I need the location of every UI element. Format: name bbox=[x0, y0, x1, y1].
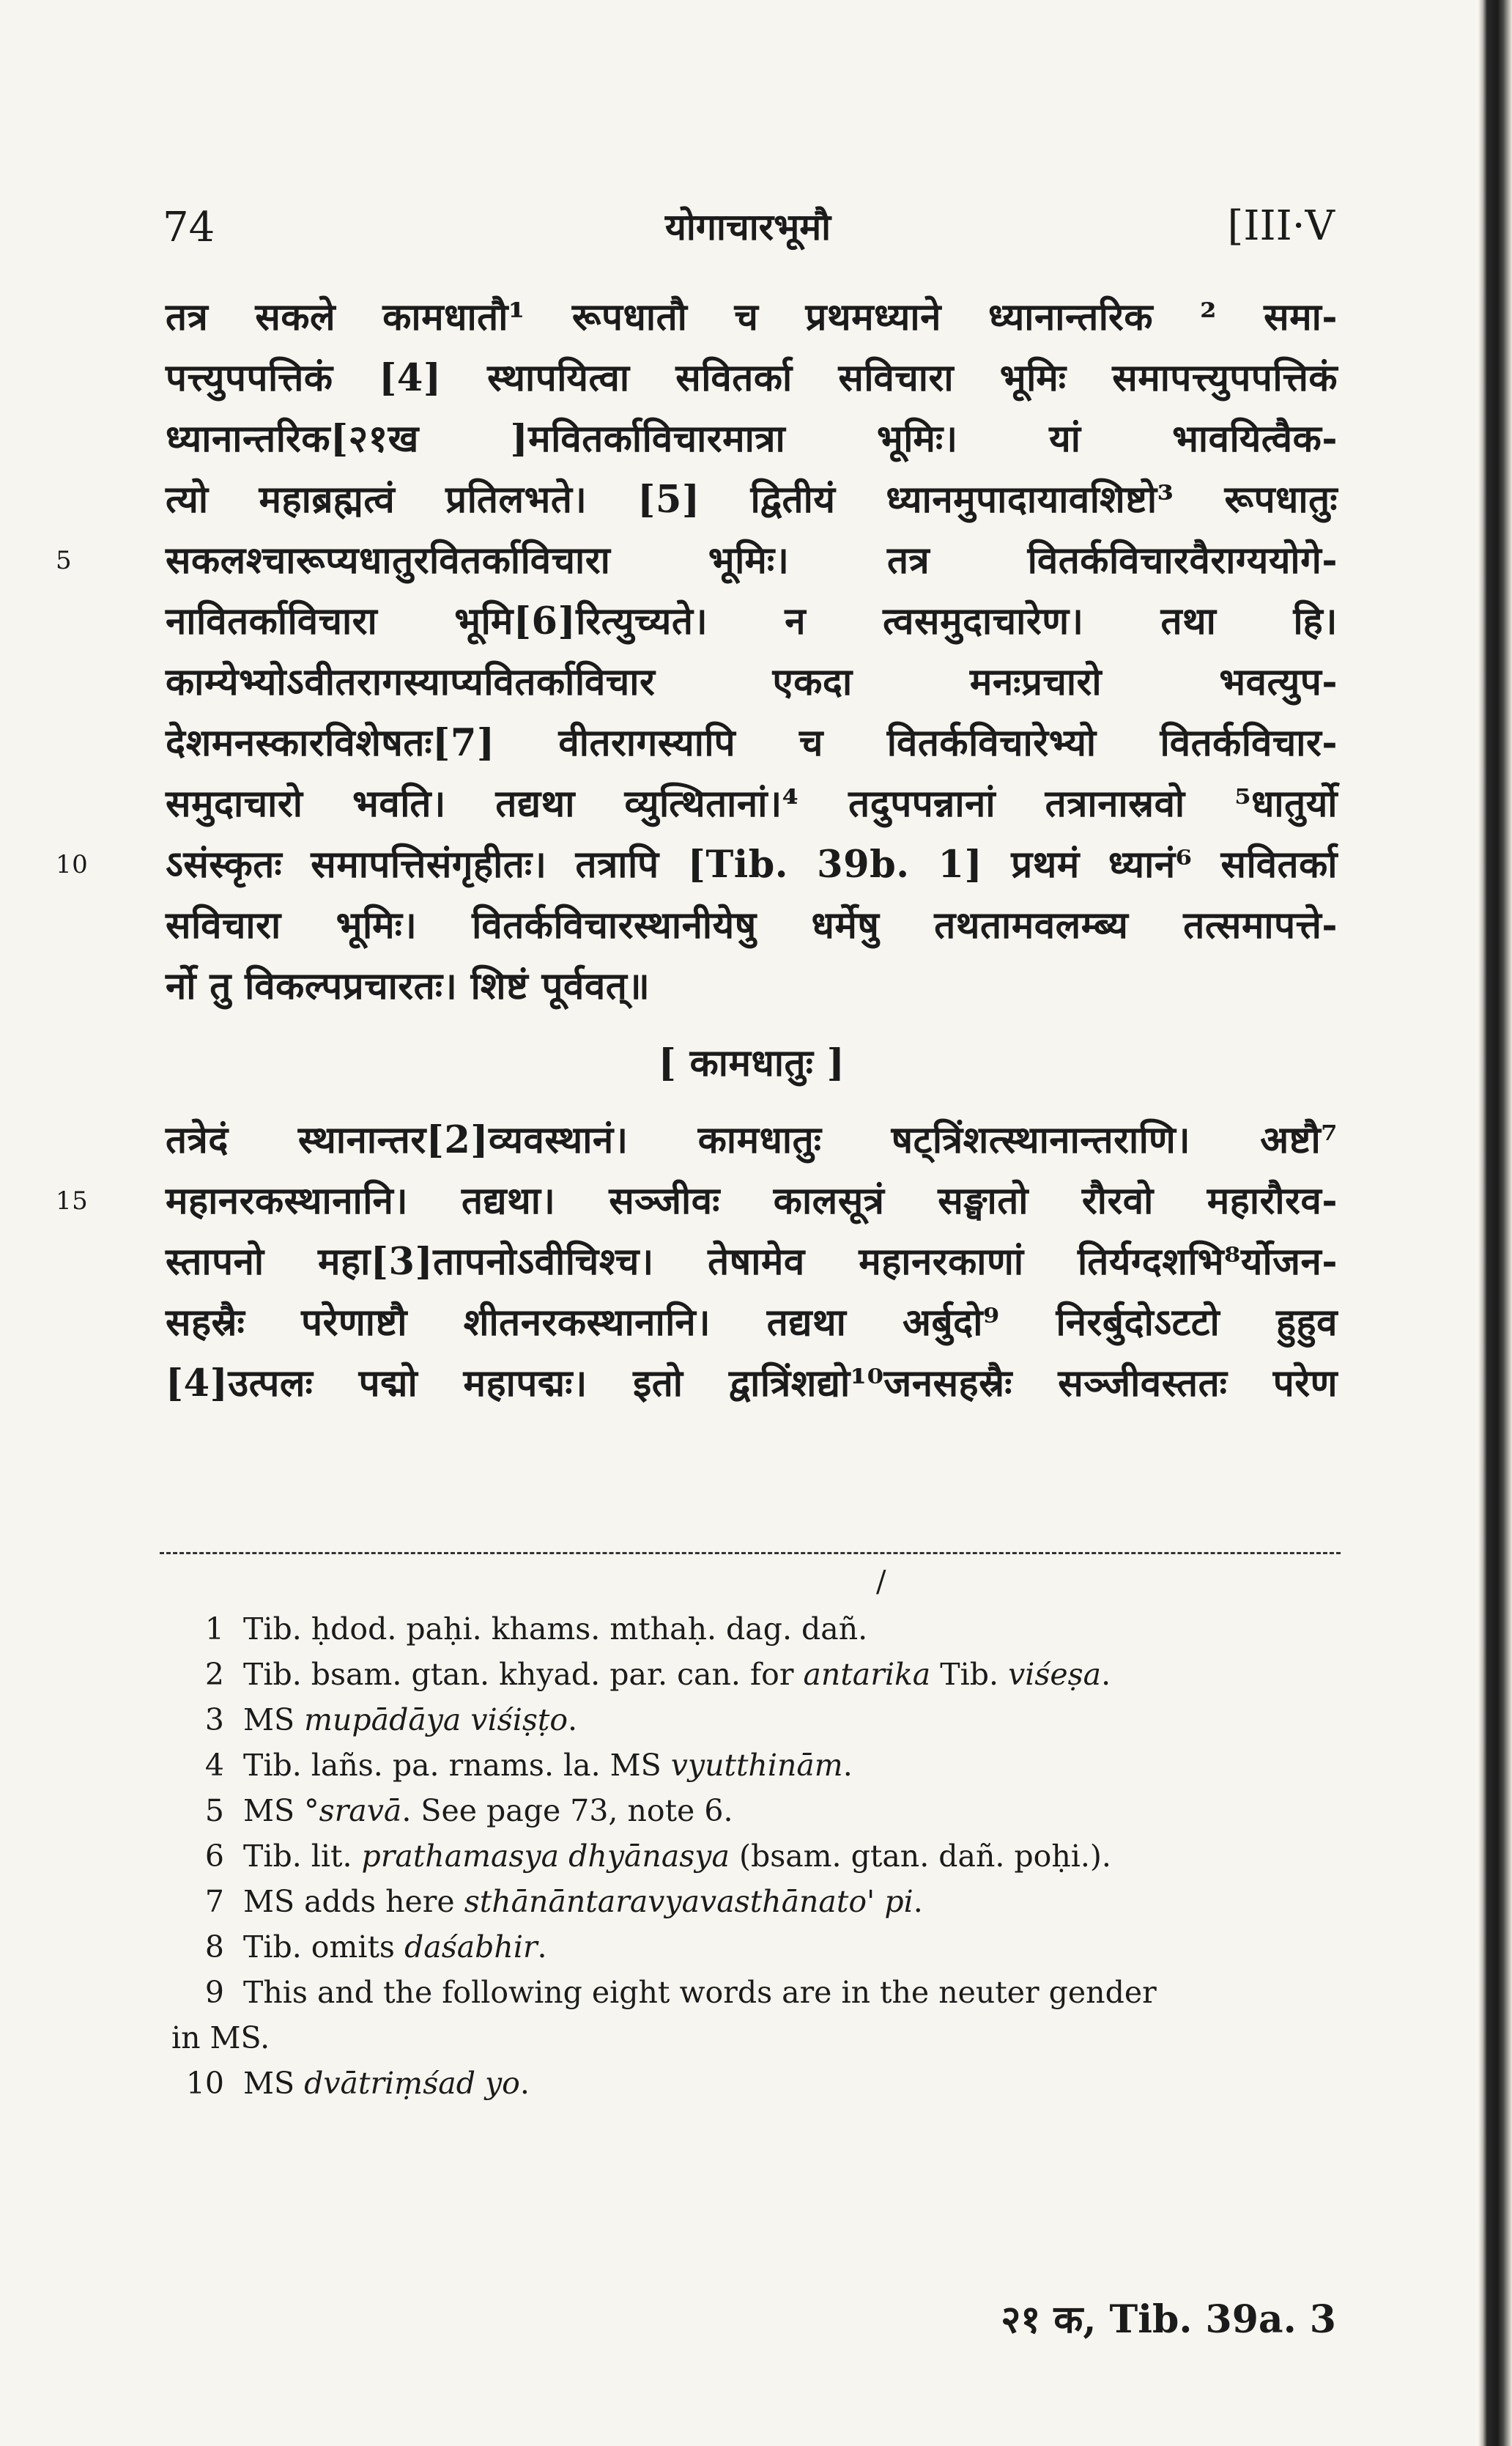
text-line: पत्त्युपपत्तिकं [4] स्थापयित्वा सवितर्का सविचारा भूमिः समापत्त्युपपत्तिकं bbox=[166, 356, 1338, 400]
footnote-text: Tib. lañs. pa. rnams. la. MS vyutthinām. bbox=[243, 1748, 853, 1783]
line-number: 15 bbox=[56, 1186, 89, 1216]
footnote-number: 2 bbox=[204, 1657, 224, 1692]
page-header bbox=[158, 199, 1338, 258]
footnote bbox=[173, 2061, 1345, 2106]
text-line: सहस्रैः परेणाष्टौ शीतनरकस्थानानि। तद्यथा अर्बुदो⁹ निरर्बुदोऽटटो हुहुव bbox=[166, 1301, 1338, 1345]
footnote-number: 6 bbox=[204, 1839, 224, 1874]
footnote-number: 8 bbox=[204, 1929, 224, 1965]
text-line: र्नो तु विकल्पप्रचारतः। शिष्टं पूर्ववत्॥ bbox=[166, 964, 651, 1008]
footnote bbox=[173, 1924, 1345, 1970]
footnote bbox=[173, 1743, 1345, 1788]
footnotes bbox=[173, 1606, 1345, 2106]
footnote bbox=[173, 1652, 1345, 1697]
text-line: समुदाचारो भवति। तद्यथा व्युत्थितानां।⁴ तदुपपन्नानां तत्रानास्रवो ⁵धातुर्यो bbox=[166, 782, 1338, 826]
text-line bbox=[56, 531, 1338, 591]
footnote-number: 4 bbox=[204, 1748, 224, 1783]
footnote-text: MS °sravā. See page 73, note 6. bbox=[243, 1793, 733, 1828]
footnote-text: Tib. lit. prathamasya dhyānasya (bsam. gtan. dañ. poḥi.). bbox=[243, 1839, 1111, 1874]
footnote bbox=[173, 1606, 1345, 1652]
text-line: देशमनस्कारविशेषतः[7] वीतरागस्यापि च वितर्कविचारेभ्यो वितर्कविचार- bbox=[166, 721, 1338, 765]
footnote-number: 1 bbox=[204, 1611, 224, 1647]
footnote bbox=[173, 1788, 1345, 1833]
running-title: योगाचारभूमौ bbox=[664, 205, 831, 248]
section-reference: [III·V bbox=[1227, 202, 1335, 250]
footnote bbox=[173, 1697, 1345, 1743]
text-line: तत्र सकले कामधातौ¹ रूपधातौ च प्रथमध्याने ध्यानान्तरिक ² समा- bbox=[166, 295, 1338, 339]
divider-mark: / bbox=[876, 1565, 886, 1599]
text-line: स्तापनो महा[3]तापनोऽवीचिश्च। तेषामेव महानरकाणां तिर्यग्दशभि⁸र्योजन- bbox=[166, 1240, 1338, 1284]
footnote-text: Tib. ḥdod. paḥi. khams. mthaḥ. dag. dañ. bbox=[243, 1611, 868, 1647]
footnote-text: This and the following eight words are in the neuter gender bbox=[243, 1975, 1157, 2010]
main-text bbox=[56, 287, 1338, 1414]
text-line-content: ऽसंस्कृतः समापत्तिसंगृहीतः। तत्रापि [Tib. 39b. 1] प्रथमं ध्यानं⁶ सवितर्का bbox=[166, 843, 1338, 887]
text-line bbox=[56, 1171, 1338, 1232]
text-line: ध्यानान्तरिक[२१ख ]मवितर्काविचारमात्रा भूमिः। यां भावयित्वैक- bbox=[166, 417, 1338, 461]
footnote-number: 10 bbox=[185, 2066, 224, 2101]
text-line: त्यो महाब्रह्मत्वं प्रतिलभते। [5] द्वितीयं ध्यानमुपादायावशिष्टो³ रूपधातुः bbox=[166, 478, 1338, 522]
footnote-number: 7 bbox=[204, 1884, 224, 1919]
footnote-divider bbox=[160, 1552, 1341, 1554]
footnote bbox=[173, 1833, 1345, 1879]
footnote-text: MS adds here sthānāntaravyavasthānato' pi. bbox=[243, 1884, 923, 1919]
text-line-content: सकलश्चारूप्यधातुरवितर्काविचारा भूमिः। तत्र वितर्कविचारवैराग्ययोगे- bbox=[166, 539, 1338, 583]
footnote-number: 9 bbox=[204, 1975, 224, 2010]
line-number: 5 bbox=[56, 546, 73, 575]
text-line: तत्रेदं स्थानान्तर[2]व्यवस्थानं। कामधातुः षट्त्रिंशत्स्थानान्तराणि। अष्टौ⁷ bbox=[166, 1118, 1338, 1162]
line-number: 10 bbox=[56, 850, 89, 879]
section-heading: [ कामधातुः ] bbox=[658, 1041, 845, 1085]
page-number: 74 bbox=[163, 204, 215, 251]
folio-reference: २१ क, Tib. 39a. 3 bbox=[1001, 2297, 1336, 2342]
footnote bbox=[173, 1970, 1345, 2015]
text-line bbox=[56, 835, 1338, 895]
text-line: नावितर्काविचारा भूमि[6]रित्युच्यते। न त्वसमुदाचारेण। तथा हि। bbox=[166, 599, 1338, 643]
footnote-text: MS dvātriṃśad yo. bbox=[243, 2066, 530, 2101]
footnote-text: MS mupādāya viśiṣṭo. bbox=[243, 1702, 578, 1737]
book-binding-edge bbox=[1478, 0, 1512, 2446]
text-line: काम्येभ्योऽवीतरागस्याप्यवितर्काविचार एकदा मनःप्रचारो भवत्युप- bbox=[166, 660, 1338, 704]
footnote-continuation: in MS. bbox=[171, 2020, 270, 2055]
footnote-text: Tib. omits daśabhir. bbox=[243, 1929, 547, 1965]
text-line: सविचारा भूमिः। वितर्कविचारस्थानीयेषु धर्मेषु तथतामवलम्ब्य तत्समापत्ते- bbox=[166, 904, 1338, 947]
footnote-number: 5 bbox=[204, 1793, 224, 1828]
footnote-text: Tib. bsam. gtan. khyad. par. can. for antarika Tib. viśeṣa. bbox=[243, 1657, 1111, 1692]
text-line-content: महानरकस्थानानि। तद्यथा। सञ्जीवः कालसूत्रं सङ्घातो रौरवो महारौरव- bbox=[166, 1179, 1338, 1223]
text-line: [4]उत्पलः पद्मो महापद्मः। इतो द्वात्रिंशद्यो¹⁰जनसहस्रैः सञ्जीवस्ततः परेण bbox=[166, 1361, 1338, 1405]
footnote bbox=[173, 1879, 1345, 1924]
footnote-number: 3 bbox=[204, 1702, 224, 1737]
